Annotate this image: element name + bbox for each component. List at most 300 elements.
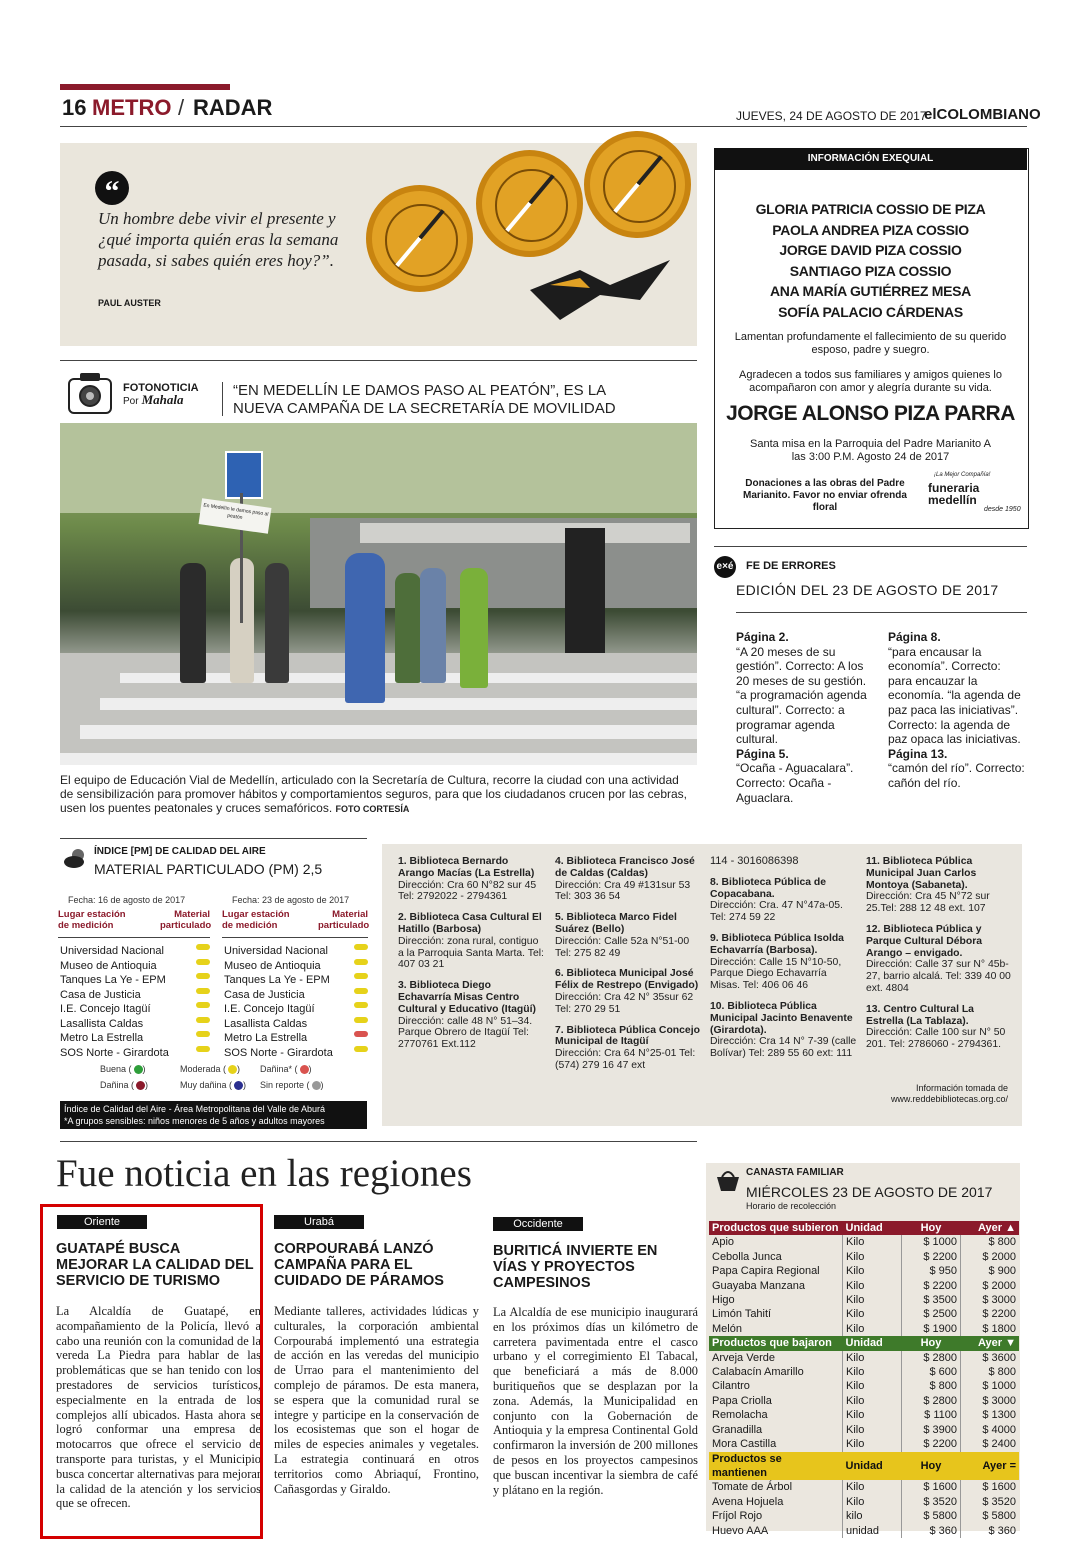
obituary-heading: INFORMACIÓN EXEQUIAL (714, 148, 1027, 170)
product-name: Remolacha (709, 1408, 843, 1422)
mass-info: Santa misa en la Parroquia del Padre Marianito A las 3:00 P.M. Agosto 24 de 2017 (750, 438, 991, 463)
aq-legend-item: Dañina ( ) (100, 1080, 149, 1091)
fotonoticia-rule (60, 360, 697, 361)
library-address: Dirección: calle 48 N° 51–34. Parque Obrero de Itagüí Tel: 2770761 Ext.112 (398, 1015, 533, 1051)
library-address: Dirección: Cra 64 N°25-01 Tel: (574) 279 16 47 ext (555, 1048, 696, 1071)
aq-status-icon (354, 944, 368, 950)
aq-legend-label: Moderada (180, 1064, 221, 1074)
aq-station-list-1 (60, 944, 210, 1060)
product-unit: Kilo (843, 1250, 902, 1264)
quote-mark-icon: “ (95, 171, 129, 205)
price-today: $ 2500 (902, 1307, 961, 1321)
aq-station-name: Metro La Estrella (224, 1032, 308, 1044)
product-name: Avena Hojuela (709, 1495, 843, 1509)
aq-status-icon (354, 1017, 368, 1023)
library-entry (866, 856, 1014, 915)
price-yesterday: $ 3520 (982, 1495, 1016, 1508)
regions-title: Fue noticia en las regiones (56, 1152, 472, 1195)
library-address: Dirección: Calle 15 N°10-50, Parque Diego Echavarría Misas. Tel: 406 06 46 (710, 956, 842, 992)
canasta-group-header (709, 1452, 1019, 1481)
libraries-col4 (866, 856, 1014, 1060)
library-address: Dirección: Cra 42 N° 35sur 62 Tel: 270 29 51 (555, 991, 694, 1015)
price-today: $ 2200 (902, 1437, 961, 1451)
library-entry (866, 1004, 1014, 1051)
aq-station-name: Lasallista Caldas (224, 1017, 308, 1030)
product-name: Limón Tahití (709, 1307, 843, 1321)
canasta-group-label: Productos que bajaron (709, 1336, 843, 1350)
price-today: $ 1900 (902, 1322, 961, 1336)
price-yesterday: $ 3600 (982, 1351, 1016, 1364)
canasta-col-yesterday-label: Ayer (977, 1337, 1003, 1350)
fe-page-title: Página 13. (888, 746, 948, 761)
aq-col-station-2: Lugar estación de medición (222, 909, 290, 931)
aq-station-name: SOS Norte - Girardota (60, 1046, 169, 1059)
library-phone-continuation: 114 - 3016086398 (710, 855, 799, 867)
aq-station-row (224, 1046, 368, 1061)
fe-errores-heading: FE DE ERRORES (746, 560, 836, 572)
article-body: La Alcaldía de ese municipio inaugurará en los próximos días un kilómetro de carretera pavimentada entre el casco urbano y el corregimiento El Tabacal, que beneficiará a más de 8.000 buritiqueños que se desplazan por la zona. Además, la Municipalidad en conjunto con la Gobernación de Antioquia y la empresa Continental Gold confirmaron la inversión de 200 millones de pesos en los proyectos campesinos que buscan incentivar la siembra de café y plátano en la región. (493, 1305, 698, 1497)
canasta-col-today: Hoy (902, 1221, 961, 1235)
aq-station-name: Tanques La Ye - EPM (60, 974, 166, 986)
fotonoticia-label (123, 382, 199, 408)
canasta-row (709, 1351, 1019, 1365)
price-today: $ 5800 (902, 1509, 961, 1523)
library-entry (555, 856, 703, 903)
product-name: Papa Capira Regional (709, 1264, 843, 1278)
product-unit: unidad (843, 1524, 902, 1538)
aq-status-icon (196, 959, 210, 965)
price-today: $ 2800 (902, 1351, 961, 1365)
obituary-lament: Lamentan profundamente el fallecimiento de su querido esposo, padre y suegro. (734, 331, 1007, 356)
price-today: $ 2200 (902, 1279, 961, 1293)
price-today: $ 2800 (902, 1394, 961, 1408)
price-yesterday: $ 5800 (982, 1510, 1016, 1523)
product-unit: Kilo (843, 1480, 902, 1494)
library-entry (398, 856, 546, 903)
library-entry (710, 877, 858, 924)
library-address: Dirección: Cra. 47 N°47a-05. Tel: 274 59 22 (710, 900, 843, 924)
canasta-col-today: Hoy (902, 1452, 961, 1481)
aq-station-name: Museo de Antioquia (60, 959, 157, 972)
aq-station-name: I.E. Concejo Itagüí (60, 1003, 151, 1015)
library-name: 4. Biblioteca Francisco José de Caldas (Caldas) (555, 856, 695, 879)
price-today: $ 3520 (902, 1495, 961, 1509)
library-address: Dirección: Cra 45 N°72 sur 25.Tel: 288 12 48 ext. 107 (866, 891, 990, 915)
aq-legend-label: Dañina* (260, 1064, 293, 1074)
aq-footer-note: *A grupos sensibles: niños menores de 5 años y adultos mayores (64, 1116, 325, 1126)
aq-legend-item: Muy dañina ( ) (180, 1080, 247, 1091)
camera-icon (66, 369, 114, 419)
fe-edition-rule (736, 612, 1027, 613)
price-yesterday: $ 2200 (982, 1308, 1016, 1321)
aq-footer (60, 1101, 367, 1129)
aq-station-name: Casa de Justicia (60, 988, 141, 1001)
fe-page-title: Página 2. (736, 630, 789, 644)
canasta-date: MIÉRCOLES 23 DE AGOSTO DE 2017 (746, 1184, 993, 1200)
product-unit: Kilo (843, 1235, 902, 1249)
price-today: $ 3500 (902, 1293, 961, 1307)
canasta-row (709, 1437, 1019, 1451)
aq-station-name: Universidad Nacional (60, 945, 164, 957)
article-body: La Alcaldía de Guatapé, en acompañamiento de la Policía, llevó a cabo una reunión con la comunidad de la vereda La Piedra para hablar de las problemáticas que se han tenido con los prestadores de servicios turísticos, especialmente en la entrada de los complejos allí ubicados. Hasta ahora se logró conformar una empresa de motocarros que ofrece el servicio de transporte para turistas, y el Municipio busca concertar alternativas para mejorar la calidad de la atención y los servicios que se ofrecen. (56, 1304, 261, 1511)
library-address: Dirección: Cra 49 #131sur 53 Tel: 303 36 54 (555, 879, 691, 903)
page-number: 16 (62, 95, 87, 120)
canasta-row (709, 1365, 1019, 1379)
canasta-col-today: Hoy (902, 1336, 961, 1350)
aq-legend-label: Sin reporte (260, 1080, 305, 1091)
aq-station-row (224, 944, 368, 959)
price-yesterday: $ 1800 (982, 1322, 1016, 1335)
product-unit: Kilo (843, 1351, 902, 1365)
canasta-col-unit: Unidad (843, 1221, 902, 1235)
basket-icon (714, 1167, 742, 1193)
compass-illustration-icon (584, 131, 691, 238)
canasta-row (709, 1379, 1019, 1393)
price-yesterday: $ 1000 (982, 1380, 1016, 1393)
obituary-names (714, 199, 1027, 322)
fotonoticia-title: “EN MEDELLÍN LE DAMOS PASO AL PEATÓN”, ES LA NUEVA CAMPAÑA DE LA SECRETARÍA DE MOVILIDAD (233, 382, 616, 417)
aq-station-name: Metro La Estrella (60, 1032, 144, 1044)
aq-legend-dot-icon (300, 1065, 309, 1074)
fe-errores-edition: EDICIÓN DEL 23 DE AGOSTO DE 2017 (736, 582, 999, 598)
aq-footer-source: Índice de Calidad del Aire - Área Metropolitana del Valle de Aburá (64, 1104, 325, 1114)
aq-status-icon (354, 1002, 368, 1008)
product-name: Fríjol Rojo (709, 1509, 843, 1523)
aq-status-icon (196, 1002, 210, 1008)
canasta-row (709, 1250, 1019, 1264)
mourner-name: GLORIA PATRICIA COSSIO DE PIZA (755, 201, 986, 217)
mourner-name: SOFÍA PALACIO CÁRDENAS (778, 303, 963, 320)
product-name: Calabacín Amarillo (709, 1365, 843, 1379)
product-name: Apio (709, 1235, 843, 1249)
canasta-row (709, 1408, 1019, 1422)
aq-station-row (60, 944, 210, 959)
canasta-note: Horario de recolección (746, 1201, 837, 1211)
aq-station-name: Lasallista Caldas (60, 1017, 144, 1030)
birds-illustration-icon (520, 240, 690, 330)
canasta-group-header (709, 1336, 1019, 1350)
canasta-row (709, 1322, 1019, 1336)
aq-status-icon (354, 959, 368, 965)
aq-station-name: I.E. Concejo Itagüí (224, 1003, 315, 1015)
canasta-row (709, 1279, 1019, 1293)
mourner-name: JORGE DAVID PIZA COSSIO (779, 242, 962, 258)
product-unit: Kilo (843, 1293, 902, 1307)
aq-rule (60, 838, 367, 839)
aq-legend-dot-icon (134, 1065, 143, 1074)
photo-caption (60, 773, 690, 816)
aq-status-icon (354, 988, 368, 994)
price-today: $ 800 (902, 1379, 961, 1393)
aq-legend-dot-icon (228, 1065, 237, 1074)
aq-status-icon (354, 1046, 368, 1052)
libraries-col3 (710, 856, 858, 1069)
fe-page-title: Página 5. (736, 746, 789, 761)
mourner-name: SANTIAGO PIZA COSSIO (789, 262, 952, 279)
fe-correction: “camón del río”. Correcto: cañón del río. (888, 761, 1025, 790)
aq-status-icon (196, 944, 210, 950)
fe-correction: “para encausar la economía”. Correcto: para encauzar la economía. “la agenda de paz paca las iniciativas”. Correcto: la agenda de paz opaca las iniciativas. (888, 644, 1021, 747)
price-yesterday: $ 800 (988, 1366, 1016, 1379)
aq-station-row (224, 1002, 368, 1017)
region-tag-uraba: Urabá (274, 1215, 364, 1229)
article-headline: GUATAPÉ BUSCA MEJORAR LA CALIDAD DEL SERVICIO DE TURISMO (56, 1241, 254, 1289)
aq-legend-item: Buena ( ) (100, 1064, 146, 1074)
fotonoticia-divider (222, 382, 223, 416)
price-today: $ 1600 (902, 1480, 961, 1494)
library-entry (398, 912, 546, 971)
product-unit: Kilo (843, 1437, 902, 1451)
product-unit: Kilo (843, 1307, 902, 1321)
price-yesterday: $ 2000 (982, 1279, 1016, 1292)
aq-legend (100, 1064, 370, 1096)
product-name: Granadilla (709, 1423, 843, 1437)
aq-station-name: SOS Norte - Girardota (224, 1046, 333, 1059)
library-name: 8. Biblioteca Pública de Copacabana. (710, 876, 827, 900)
sponsor-logo-icon: Mahala (141, 392, 184, 407)
library-name: 12. Biblioteca Pública y Parque Cultural Débora Arango – envigado. (866, 923, 983, 959)
library-entry (398, 980, 546, 1051)
cloud-sun-icon (62, 846, 90, 870)
equals-icon: = (1006, 1459, 1016, 1472)
canasta-col-yesterday (961, 1452, 1020, 1481)
aq-legend-item: Sin reporte ( ) (260, 1080, 324, 1091)
aq-date-2: Fecha: 23 de agosto de 2017 (232, 895, 350, 905)
aq-date-1: Fecha: 16 de agosto de 2017 (68, 895, 186, 905)
canasta-col-yesterday (961, 1336, 1020, 1350)
product-name: Guayaba Manzana (709, 1279, 843, 1293)
section-name: METRO (92, 95, 172, 120)
product-unit: Kilo (843, 1264, 902, 1278)
price-today: $ 2200 (902, 1250, 961, 1264)
aq-station-row (224, 1031, 368, 1046)
aq-legend-dot-icon (312, 1081, 321, 1090)
product-name: Mora Castilla (709, 1437, 843, 1451)
library-entry (866, 924, 1014, 995)
obituary-thanks: Agradecen a todos sus familiares y amigos quienes lo acompañaron con amor y alegría durante su vida. (739, 369, 1002, 394)
header-rule (60, 126, 1027, 127)
product-name: Melón (709, 1322, 843, 1336)
fe-correction: “Ocaña - Aguacalara”. Correcto: Ocaña - Aguaclara. (736, 761, 854, 805)
canasta-group-label: Productos que subieron (709, 1221, 843, 1235)
canasta-row (709, 1235, 1019, 1249)
aq-status-icon (354, 1031, 368, 1037)
fotonoticia-label-text: FOTONOTICIA (123, 382, 199, 394)
subsection-name: RADAR (193, 95, 273, 120)
aq-station-row (60, 1031, 210, 1046)
aq-col-rule (58, 937, 210, 938)
price-yesterday: $ 3000 (982, 1394, 1016, 1407)
aq-legend-label: Buena (100, 1064, 127, 1074)
air-quality-subheading: MATERIAL PARTICULADO (PM) 2,5 (94, 861, 323, 877)
product-unit: Kilo (843, 1408, 902, 1422)
price-yesterday: $ 1300 (982, 1409, 1016, 1422)
canasta-group-label: Productos se mantienen (709, 1452, 843, 1481)
photo-sign: En Medellín le damos paso al peatón (199, 498, 272, 533)
product-unit: Kilo (843, 1322, 902, 1336)
funeral-home-since: desde 1950 (984, 506, 1021, 513)
library-name: 9. Biblioteca Pública Isolda Echavarría (Barbosa). (710, 932, 844, 956)
fe-errores-col1 (736, 630, 876, 805)
header-accent-bar (60, 84, 230, 90)
price-yesterday: $ 1600 (982, 1481, 1016, 1494)
aq-col-rule (222, 937, 368, 938)
mourner-name: ANA MARÍA GUTIÉRREZ MESA (770, 283, 971, 299)
air-quality-heading: ÍNDICE [PM] DE CALIDAD DEL AIRE (94, 846, 266, 857)
section-separator: / (178, 95, 185, 120)
product-unit: Kilo (843, 1495, 902, 1509)
donations-note: Donaciones a las obras del Padre Marianito. Favor no enviar ofrenda floral (743, 478, 907, 513)
libraries-col2 (555, 856, 703, 1081)
canasta-row (709, 1509, 1019, 1523)
news-photo (60, 423, 697, 765)
product-name: Tomate de Árbol (709, 1480, 843, 1494)
library-name: 13. Centro Cultural La Estrella (La Tablaza). (866, 1003, 974, 1027)
library-entry (710, 1001, 858, 1060)
aq-status-icon (196, 988, 210, 994)
quote-text: Un hombre debe vivir el presente y ¿qué importa quién eras la semana pasada, si sabes quién eres hoy?”. (98, 209, 339, 270)
aq-station-name: Universidad Nacional (224, 945, 328, 957)
aq-station-row (60, 1046, 210, 1061)
arrow-up-icon: ▲ (1002, 1222, 1016, 1234)
library-entry (555, 912, 703, 959)
aq-status-icon (196, 973, 210, 979)
product-name: Huevo AAA (709, 1524, 843, 1538)
aq-station-name: Museo de Antioquia (224, 959, 321, 972)
libraries-col1 (398, 856, 546, 1060)
price-today: $ 600 (902, 1365, 961, 1379)
highlight-frame (40, 1204, 263, 1539)
funeral-home-tagline: ¡La Mejor Compañía! (934, 472, 991, 478)
regions-rule (60, 1141, 697, 1142)
photo-credit: FOTO CORTESÍA (335, 804, 410, 814)
aq-station-row (224, 973, 368, 988)
aq-status-icon (196, 1031, 210, 1037)
library-name: 3. Biblioteca Diego Echavarría Misas Centro Cultural y Educativo (Itagüí) (398, 980, 536, 1015)
aq-station-row (60, 973, 210, 988)
canasta-row (709, 1293, 1019, 1307)
library-address: Dirección: zona rural, contiguo a la Parroquia Santa Marta. Tel: 407 03 21 (398, 935, 544, 971)
library-address: Dirección: Calle 37 sur N° 45b-27, barrio alcalá. Tel: 339 40 00 ext. 4804 (866, 959, 1011, 994)
canasta-col-yesterday-label: Ayer (982, 1459, 1007, 1472)
article-body: Mediante talleres, actividades lúdicas y culturales, la corporación ambiental Corpourabá implementó una estrategia de acción en las veredas del municipio de Urrao para el mantenimiento del complejo de páramos. De esta manera, se espera que la comunidad rural se integre y participe en la conservación de los ecosistemas que son el hogar de miles de especies animales y vegetales. La estrategia continuará en otros territorios como Abriaquí, Frontino, Cañasgordas y Giraldo. (274, 1304, 479, 1496)
product-unit: Kilo (843, 1394, 902, 1408)
aq-status-icon (196, 1017, 210, 1023)
price-yesterday: $ 900 (988, 1265, 1016, 1278)
price-today: $ 3900 (902, 1423, 961, 1437)
canasta-row (709, 1480, 1019, 1494)
aq-legend-item: Moderada ( ) (180, 1064, 241, 1074)
product-unit: Kilo (843, 1423, 902, 1437)
aq-legend-dot-icon (234, 1081, 243, 1090)
fe-errores-col2 (888, 630, 1028, 791)
deceased-name: JORGE ALONSO PIZA PARRA (726, 402, 1015, 425)
price-today: $ 1000 (902, 1235, 961, 1249)
library-address: Dirección: Calle 52a N°51-00 Tel: 275 82 49 (555, 935, 690, 959)
library-name: 5. Biblioteca Marco Fidel Suárez (Bello) (555, 912, 677, 935)
price-today: $ 950 (902, 1264, 961, 1278)
product-unit: kilo (843, 1509, 902, 1523)
price-yesterday: $ 360 (988, 1524, 1016, 1537)
library-name: 1. Biblioteca Bernardo Arango Macías (La Estrella) (398, 856, 535, 879)
issue-date: JUEVES, 24 DE AGOSTO DE 2017 (736, 109, 927, 123)
aq-station-row (60, 988, 210, 1003)
aq-station-name: Casa de Justicia (224, 988, 305, 1001)
mourner-name: PAOLA ANDREA PIZA COSSIO (772, 221, 969, 238)
region-tag-occidente: Occidente (493, 1217, 583, 1231)
price-yesterday: $ 2000 (982, 1250, 1016, 1263)
canasta-row (709, 1495, 1019, 1509)
library-name: 10. Biblioteca Pública Municipal Jacinto Benavente (Girardota). (710, 1000, 853, 1036)
price-today: $ 1100 (902, 1408, 961, 1422)
canasta-row (709, 1264, 1019, 1278)
product-name: Cebolla Junca (709, 1250, 843, 1264)
aq-station-name: Tanques La Ye - EPM (224, 974, 330, 986)
library-name: 6. Biblioteca Municipal José Félix de Restrepo (Envigado) (555, 968, 699, 992)
aq-legend-label: Dañina (100, 1080, 129, 1091)
aq-station-row (224, 1017, 368, 1032)
price-yesterday: $ 3000 (982, 1294, 1016, 1307)
library-address: Dirección: Calle 100 sur N° 50 201. Tel: 2786060 - 2794361. (866, 1027, 1006, 1051)
fe-errores-icon: e×é (714, 556, 736, 578)
library-address: Dirección: Cra 60 N°82 sur 45 Tel: 2792022 - 2794361 (398, 879, 537, 903)
product-name: Higo (709, 1293, 843, 1307)
aq-station-row (60, 959, 210, 974)
aq-station-row (224, 959, 368, 974)
aq-status-icon (196, 1046, 210, 1052)
aq-legend-label: Muy dañina (180, 1080, 227, 1091)
canasta-heading: CANASTA FAMILIAR (746, 1167, 844, 1178)
canasta-col-unit: Unidad (843, 1336, 902, 1350)
article-headline: CORPOURABÁ LANZÓ CAMPAÑA PARA EL CUIDADO DE PÁRAMOS (274, 1241, 444, 1289)
canasta-row (709, 1423, 1019, 1437)
newspaper-brand: elCOLOMBIANO (924, 106, 1041, 123)
product-name: Papa Criolla (709, 1394, 843, 1408)
aq-status-icon (354, 973, 368, 979)
library-name: 11. Biblioteca Pública Municipal Juan Carlos Montoya (Sabaneta). (866, 856, 977, 891)
fe-page-title: Página 8. (888, 630, 941, 644)
canasta-col-yesterday (961, 1221, 1020, 1235)
fe-rule (714, 546, 1027, 547)
library-entry (555, 1025, 703, 1072)
canasta-table-wrap (709, 1221, 1019, 1538)
product-unit: Kilo (843, 1365, 902, 1379)
aq-col-station-1: Lugar estación de medición (58, 909, 126, 931)
canasta-row (709, 1394, 1019, 1408)
product-name: Arveja Verde (709, 1351, 843, 1365)
canasta-col-yesterday-label: Ayer (977, 1222, 1003, 1234)
aq-legend-dot-icon (136, 1081, 145, 1090)
aq-station-row (60, 1017, 210, 1032)
price-yesterday: $ 800 (988, 1236, 1016, 1249)
canasta-table (709, 1221, 1019, 1538)
aq-station-row (60, 1002, 210, 1017)
canasta-row (709, 1524, 1019, 1538)
library-name: 7. Biblioteca Pública Concejo Municipal de Itagüí (555, 1024, 700, 1048)
library-address: Dirección: Cra 14 N° 7-39 (calle Bolívar) Tel: 289 55 60 ext: 111 (710, 1036, 857, 1060)
fe-correction: “A 20 meses de su gestión”. Correcto: A los 20 meses de su gestión. “a programación agenda cultural”. Correcto: a programar agenda cultural. (736, 644, 867, 747)
library-name: 2. Biblioteca Casa Cultural El Hatillo (Barbosa) (398, 912, 542, 935)
product-unit: Kilo (843, 1379, 902, 1393)
aq-legend-item: Dañina* ( ) (260, 1064, 312, 1074)
region-tag-oriente: Oriente (57, 1215, 147, 1229)
photo-caption-text: El equipo de Educación Vial de Medellín, articulado con la Secretaría de Cultura, recorre la ciudad con una actividad de sensibilización para promover hábitos y comportamientos seguros, para que los ciudadanos crucen por las cebras, usen los puentes peatonales y cruces semafóricos. (60, 773, 688, 815)
product-name: Cilantro (709, 1379, 843, 1393)
aq-station-list-2 (224, 944, 368, 1060)
canasta-col-unit: Unidad (843, 1452, 902, 1481)
aq-station-row (224, 988, 368, 1003)
libraries-source: Información tomada de www.reddebibliotecas.org.co/ (890, 1083, 1008, 1104)
